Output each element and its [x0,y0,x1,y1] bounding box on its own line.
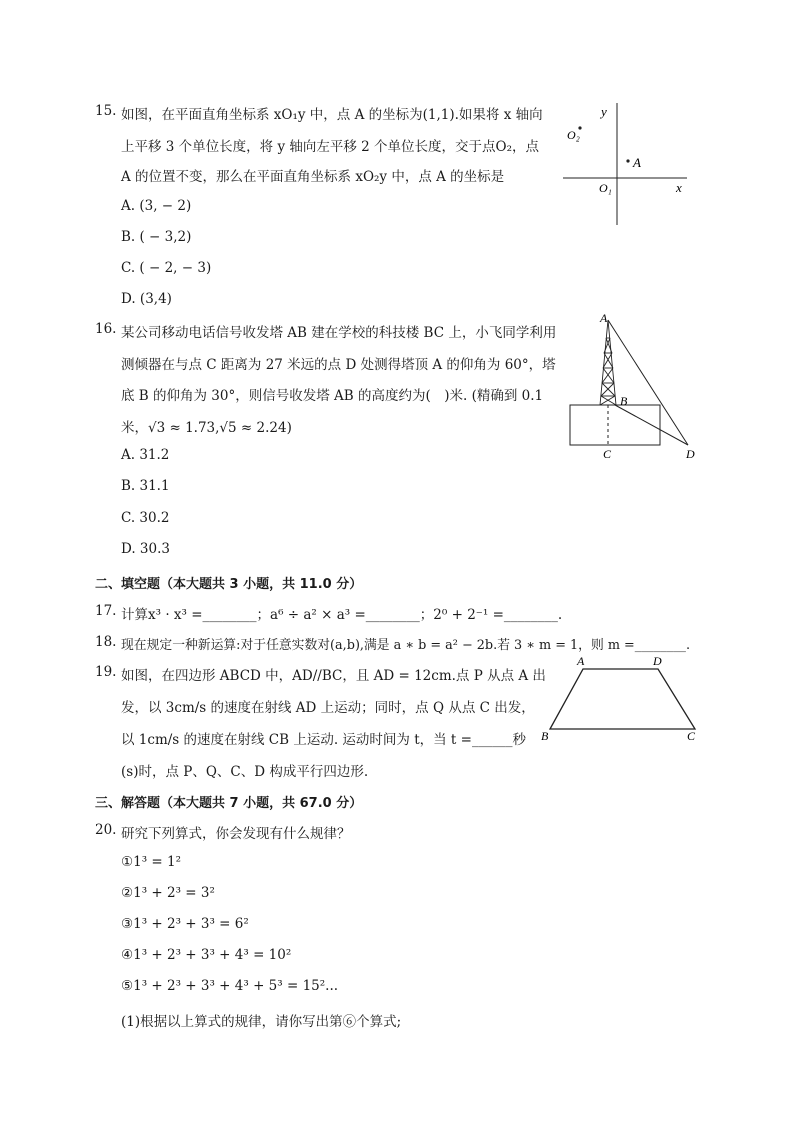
option-a: A. (3, − 2) [121,198,192,214]
question-text: 某公司移动电话信号收发塔 AB 建在学校的科技楼 BC 上，小飞同学利用 [121,325,557,341]
question-number: 19. [95,664,117,680]
section-heading: 三、解答题（本大题共 7 小题，共 67.0 分） [95,796,363,811]
question-text: 研究下列算式，你会发现有什么规律？ [121,826,351,842]
sub-question: (1)根据以上算式的规律，请你写出第⑥个算式; [121,1014,402,1030]
question-text: 测倾器在与点 C 距离为 27 米远的点 D 处测得塔顶 A 的仰角为 60°，塔 [121,357,556,373]
b-label: B [620,394,628,408]
b-label: B [541,729,549,743]
question-number: 17. [95,603,117,619]
question-text: 计算x³ · x³ =________；a⁶ ÷ a² × a³ =________；2⁰ + 2⁻¹ =________. [121,607,563,623]
a-label: A [633,155,641,170]
question-number: 20. [95,822,117,838]
question-text: 底 B 的仰角为 30°，则信号收发塔 AB 的高度约为( )米. (精确到 0.1 [121,388,544,404]
formula-item: ⑤1³ + 2³ + 3³ + 4³ + 5³ = 15²... [121,978,339,994]
trapezoid-figure [538,652,708,744]
option-d: D. 30.3 [121,541,170,557]
question-text: 米，√3 ≈ 1.73,√5 ≈ 2.24) [121,420,292,436]
option-b: B. 31.1 [121,478,170,494]
tower-figure [560,308,705,468]
question-text: A 的位置不变，那么在平面直角坐标系 xO₂y 中，点 A 的坐标是 [121,169,505,185]
question-text: 上平移 3 个单位长度，将 y 轴向左平移 2 个单位长度，交于点O₂，点 [121,139,540,155]
line-bd [615,405,688,445]
x-label: x [676,180,682,195]
option-b: B. ( − 3,2) [121,229,192,245]
option-c: C. 30.2 [121,510,170,526]
section-heading: 二、填空题（本大题共 3 小题，共 11.0 分） [95,577,363,592]
question-text: 现在规定一种新运算:对于任意实数对(a,b),满是 a ∗ b = a² − 2b.若 3 ∗ m = 1，则 m =________. [121,638,691,653]
coordinate-figure [555,98,700,228]
line-ad [608,320,688,445]
formula-item: ②1³ + 2³ = 3² [121,885,215,901]
o2-label: O₂ [567,128,580,142]
a-label: A [600,311,608,325]
tower [600,320,616,405]
question-number: 16. [95,321,117,337]
question-text: 如图，在四边形 ABCD 中，AD//BC，且 AD = 12cm.点 P 从点 A 出 [121,668,546,684]
d-label: D [686,447,695,461]
c-label: C [687,729,696,743]
c-label: C [603,447,612,461]
option-a: A. 31.2 [121,447,170,463]
d-label: D [653,654,662,668]
question-number: 18. [95,634,117,650]
formula-item: ④1³ + 2³ + 3³ + 4³ = 10² [121,947,292,963]
option-d: D. (3,4) [121,291,172,307]
question-text: 如图，在平面直角坐标系 xO₁y 中，点 A 的坐标为(1,1).如果将 x 轴向 [121,107,543,123]
a-label: A [577,654,585,668]
question-number: 15. [95,103,117,119]
formula-item: ①1³ = 1² [121,854,181,870]
point-a [626,159,629,162]
question-text: 发，以 3cm/s 的速度在射线 AD 上运动；同时，点 Q 从点 C 出发， [121,700,535,716]
option-c: C. ( − 2, − 3) [121,260,212,276]
building [570,405,660,445]
question-text: 以 1cm/s 的速度在射线 CB 上运动. 运动时间为 t，当 t =______秒 [121,732,526,748]
y-label: y [601,104,607,119]
formula-item: ③1³ + 2³ + 3³ = 6² [121,916,249,932]
o1-label: O₁ [599,181,612,195]
trapezoid-abcd [550,669,695,729]
question-text: (s)时，点 P、Q、C、D 构成平行四边形. [121,764,369,780]
